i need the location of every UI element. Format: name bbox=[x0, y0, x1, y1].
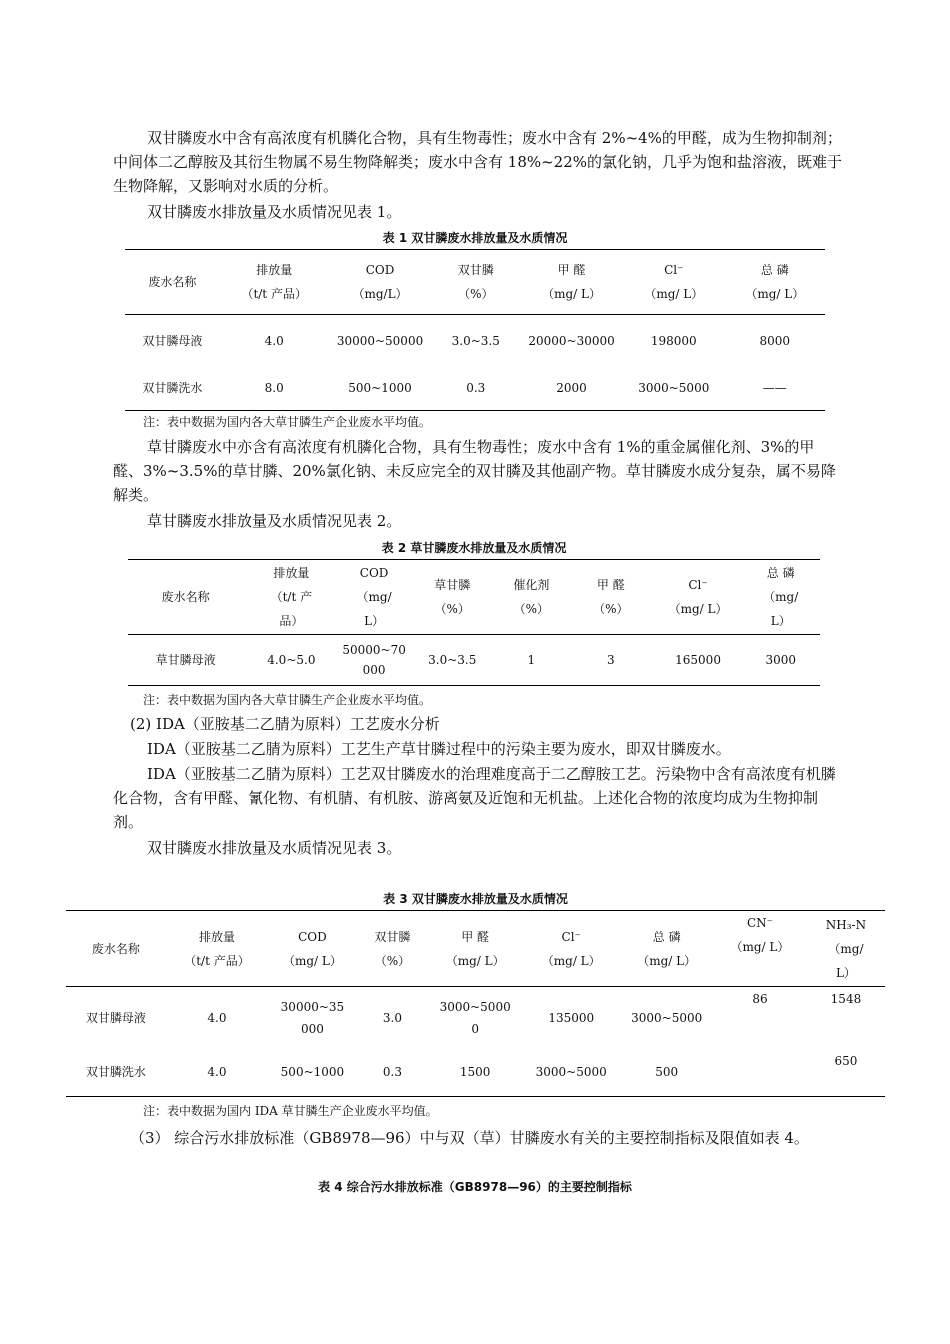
table2-cell: 1 bbox=[527, 653, 536, 667]
table3-header-cell: NH₃-N （mg/ L） bbox=[825, 917, 867, 980]
table2-header-cell: COD （mg/ L） bbox=[356, 566, 392, 628]
table3-header-cell: Cl⁻ （mg/ L） bbox=[541, 929, 601, 968]
table1-cell: 0.3 bbox=[466, 381, 486, 396]
table2-header-cell: 总 磷 （mg/ L） bbox=[763, 566, 799, 628]
table1 bbox=[125, 249, 825, 411]
table-row bbox=[125, 315, 825, 367]
table2-header-cell: 废水名称 bbox=[161, 590, 210, 604]
table3-header-cell: 总 磷 （mg/ L） bbox=[637, 929, 697, 968]
table3-header-row bbox=[66, 911, 885, 987]
table1-cell: 500~1000 bbox=[348, 381, 412, 396]
table1-cell: 3000~5000 bbox=[638, 381, 710, 396]
table2-header-cell: 草甘膦 （%） bbox=[434, 578, 471, 616]
paragraph-ida-intro: IDA（亚胺基二乙腈为原料）工艺生产草甘膦过程中的污染主要为废水，即双甘膦废水。 bbox=[147, 740, 731, 758]
table1-header-cell: 排放量 （t/t 产品） bbox=[241, 263, 307, 301]
table1-header-cell: 甲 醛 （mg/ L） bbox=[542, 263, 601, 301]
table1-header-row bbox=[125, 250, 825, 315]
table3-cell: 4.0 bbox=[207, 1065, 227, 1080]
section-heading-ida: (2) IDA（亚胺基二乙腈为原料）工艺废水分析 bbox=[130, 715, 440, 733]
table3-cell bbox=[713, 1049, 807, 1097]
table2-cell: 草甘膦母液 bbox=[155, 653, 216, 667]
table2 bbox=[128, 559, 820, 686]
table3-cell: 30000~35000 bbox=[280, 999, 345, 1036]
table1-header-cell: 废水名称 bbox=[148, 275, 197, 289]
table3-cell: 135000 bbox=[548, 1010, 595, 1025]
table2-cell: 3000 bbox=[765, 653, 796, 667]
paragraph-ida-detail: IDA（亚胺基二乙腈为原料）工艺双甘膦废水的治理难度高于二乙醇胺工艺。污染物中含有高浓度有机膦化合物，含有甲醛、氰化物、有机腈、有机胺、游离氨及近饱和无机盐。上述化合物的浓度均成为生物抑制剂。 bbox=[113, 765, 836, 831]
table1-header-cell: 双甘膦 （%） bbox=[457, 263, 494, 301]
table1-cell: 8000 bbox=[759, 333, 791, 348]
table3-cell: 500~1000 bbox=[280, 1065, 345, 1080]
table3-caption: 表 3 双甘膦废水排放量及水质情况 bbox=[383, 892, 568, 906]
table1-cell: —— bbox=[762, 381, 787, 396]
table1-header-cell: Cl⁻ （mg/ L） bbox=[644, 263, 704, 301]
paragraph-table2-intro: 草甘膦废水排放量及水质情况见表 2。 bbox=[147, 512, 402, 530]
table3-note: 注：表中数据为国内 IDA 草甘膦生产企业废水平均值。 bbox=[143, 1104, 438, 1118]
table3-cell: 1548 bbox=[830, 992, 862, 1006]
table1-cell: 3.0~3.5 bbox=[451, 333, 500, 348]
table1-cell: 8.0 bbox=[264, 381, 284, 396]
paragraph-glyphosate-wastewater: 草甘膦废水中亦含有高浓度有机膦化合物，具有生物毒性；废水中含有 1%的重金属催化剂、3%的甲醛、3%~3.5%的草甘膦、20%氯化钠、未反应完全的双甘膦及其他副产物。草甘膦废水成分复杂，属不易降解类。 bbox=[113, 438, 836, 504]
table3-cell: 650 bbox=[834, 1053, 858, 1068]
table2-header-cell: 催化剂 （%） bbox=[513, 578, 550, 616]
table-row bbox=[128, 635, 820, 686]
table3-cell: 双甘膦母液 bbox=[85, 1010, 146, 1025]
paragraph-glyphosine-wastewater: 双甘膦废水中含有高浓度有机膦化合物，具有生物毒性；废水中含有 2%~4%的甲醛，成为生物抑制剂；中间体二乙醇胺及其衍生物属不易生物降解类；废水中含有 18%~22%的氯化钠，几乎为饱和盐溶液，既难于生物降解，又影响对水质的分析。 bbox=[113, 129, 843, 195]
table3-cell: 4.0 bbox=[207, 1010, 227, 1025]
table2-note: 注：表中数据为国内各大草甘膦生产企业废水平均值。 bbox=[143, 693, 432, 707]
table2-header-cell: 甲 醛 （%） bbox=[593, 578, 629, 616]
table-row bbox=[66, 1049, 885, 1097]
table1-cell: 30000~50000 bbox=[336, 333, 424, 348]
paragraph-table1-intro: 双甘膦废水排放量及水质情况见表 1。 bbox=[147, 203, 402, 221]
table1-cell: 4.0 bbox=[264, 333, 284, 348]
table1-caption: 表 1 双甘膦废水排放量及水质情况 bbox=[382, 231, 568, 245]
table2-cell: 4.0~5.0 bbox=[267, 653, 316, 667]
table3-header-cell: CN⁻ （mg/ L） bbox=[730, 916, 790, 954]
table3-cell: 3000~5000 bbox=[631, 1010, 703, 1025]
table3-cell: 3.0 bbox=[382, 1010, 402, 1025]
table1-cell: 20000~30000 bbox=[528, 333, 615, 348]
table3 bbox=[66, 910, 885, 1097]
table3-cell: 0.3 bbox=[382, 1065, 402, 1080]
table2-header-row bbox=[128, 560, 820, 635]
table1-cell: 双甘膦母液 bbox=[142, 333, 203, 348]
table3-cell: 3000~50000 bbox=[439, 999, 511, 1036]
table1-cell: 双甘膦洗水 bbox=[142, 381, 203, 396]
table1-cell: 198000 bbox=[650, 333, 697, 348]
table3-header-cell: 双甘膦 （%） bbox=[374, 929, 411, 968]
table1-header-cell: COD （mg/L） bbox=[352, 263, 408, 301]
paragraph-table3-intro: 双甘膦废水排放量及水质情况见表 3。 bbox=[147, 839, 402, 857]
table3-cell: 3000~5000 bbox=[535, 1065, 607, 1080]
table2-cell: 165000 bbox=[675, 653, 721, 667]
table1-note: 注：表中数据为国内各大草甘膦生产企业废水平均值。 bbox=[143, 415, 432, 429]
table2-header-cell: 排放量 （t/t 产 品） bbox=[270, 566, 313, 628]
table-row bbox=[125, 367, 825, 411]
table3-cell: 500 bbox=[655, 1065, 679, 1080]
table3-cell: 1500 bbox=[459, 1065, 491, 1080]
table4-caption: 表 4 综合污水排放标准（GB8978—96）的主要控制指标 bbox=[318, 1180, 632, 1194]
table3-header-cell: 甲 醛 （mg/ L） bbox=[445, 929, 505, 968]
table2-cell: 3 bbox=[606, 653, 615, 667]
table2-header-cell: Cl⁻ （mg/ L） bbox=[668, 578, 728, 616]
table3-header-cell: 排放量 （t/t 产品） bbox=[184, 929, 250, 968]
table3-cell: 86 bbox=[752, 992, 768, 1006]
table-row bbox=[66, 987, 885, 1049]
table3-header-cell: COD （mg/ L） bbox=[282, 929, 342, 968]
table3-header-cell: 废水名称 bbox=[91, 941, 140, 956]
table2-caption: 表 2 草甘膦废水排放量及水质情况 bbox=[381, 541, 567, 555]
table3-cell: 双甘膦洗水 bbox=[85, 1065, 146, 1080]
table1-header-cell: 总 磷 （mg/ L） bbox=[745, 263, 805, 301]
table2-cell: 3.0~3.5 bbox=[428, 653, 477, 667]
table1-cell: 2000 bbox=[556, 381, 587, 396]
table2-cell: 50000~70000 bbox=[342, 643, 406, 677]
section-heading-standard: （3） 综合污水排放标准（GB8978—96）中与双（草）甘膦废水有关的主要控制指标及限值如表 4。 bbox=[130, 1129, 809, 1147]
